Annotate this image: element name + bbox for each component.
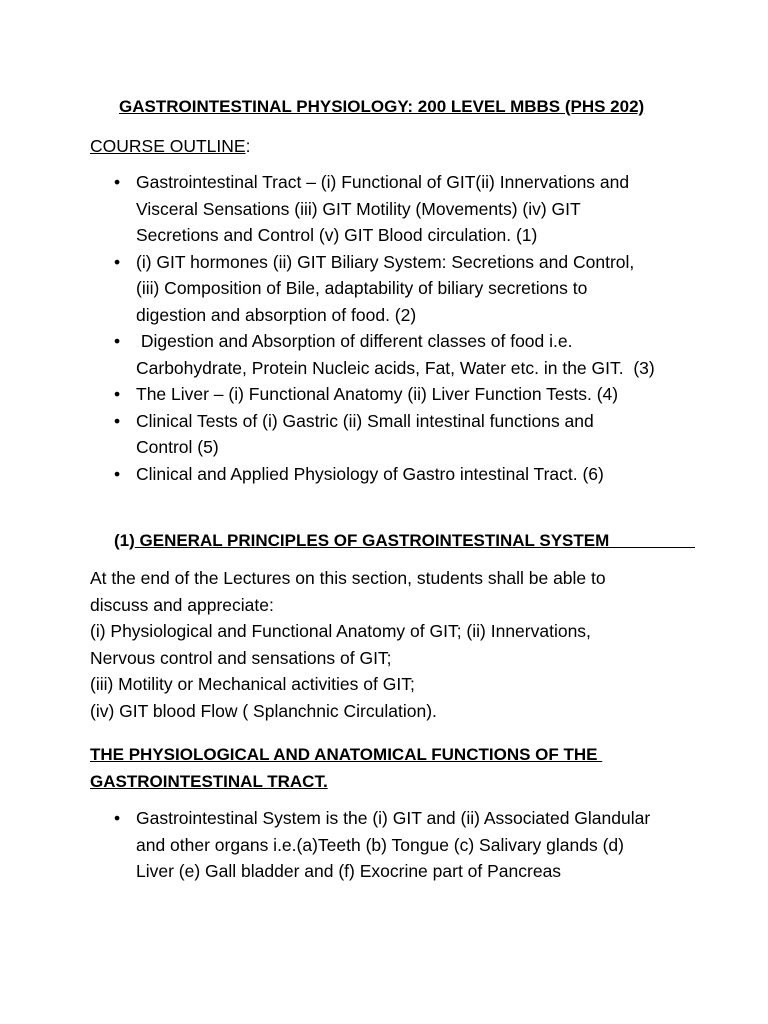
document-title: GASTROINTESTINAL PHYSIOLOGY: 200 LEVEL MBBS (PHS 202) <box>119 97 645 116</box>
list-item-line: Clinical Tests of (i) Gastric (ii) Small intestinal functions and <box>136 410 594 431</box>
list-item <box>90 805 690 885</box>
list-item-line: Carbohydrate, Protein Nucleic acids, Fat, Water etc. in the GIT. (3) <box>136 357 655 378</box>
list-item-line: Control (5) <box>136 437 219 457</box>
list-item-line: (iii) Composition of Bile, adaptability of biliary secretions to <box>136 278 588 298</box>
list-item-line: Digestion and Absorption of different classes of food i.e. <box>136 331 573 351</box>
bullet-icon: • <box>114 384 121 404</box>
list-item <box>90 381 690 408</box>
sub-heading-line: THE PHYSIOLOGICAL AND ANATOMICAL FUNCTIONS OF THE <box>90 745 603 764</box>
list-item-line: The Liver – (i) Functional Anatomy (ii) Liver Function Tests. (4) <box>136 384 619 404</box>
bullet-icon: • <box>114 410 121 431</box>
bullet-icon: • <box>114 172 121 192</box>
list-item-line: and other organs i.e.(a)Teeth (b) Tongue (c) Salivary glands (d) <box>136 834 624 855</box>
list-item <box>90 328 690 381</box>
section-1-number: (1) <box>114 531 135 550</box>
intro-line: (iv) GIT blood Flow ( Splanchnic Circulation). <box>90 700 437 721</box>
section-1-heading <box>114 528 695 555</box>
list-item-line: Gastrointestinal Tract – (i) Functional of GIT(ii) Innervations and <box>136 172 630 192</box>
physiological-functions-heading <box>90 741 710 795</box>
list-item <box>90 169 690 249</box>
list-item-line: Gastrointestinal System is the (i) GIT and (ii) Associated Glandular <box>136 808 651 828</box>
intro-line: (iii) Motility or Mechanical activities of GIT; <box>90 674 415 694</box>
bullet-icon: • <box>114 463 121 484</box>
intro-line: discuss and appreciate: <box>90 594 274 615</box>
intro-line: Nervous control and sensations of GIT; <box>90 647 392 668</box>
list-item-line: Secretions and Control (v) GIT Blood circulation. (1) <box>136 225 538 245</box>
list-item-line: digestion and absorption of food. (2) <box>136 304 417 325</box>
intro-line: (i) Physiological and Functional Anatomy of GIT; (ii) Innervations, <box>90 621 591 641</box>
list-item-line: Visceral Sensations (iii) GIT Motility (Movements) (iv) GIT <box>136 198 581 219</box>
section-1-title: GENERAL PRINCIPLES OF GASTROINTESTINAL SYSTEM <box>134 531 610 550</box>
bullet-icon: • <box>114 808 121 828</box>
bullet-icon: • <box>114 331 121 351</box>
bullet-icon: • <box>114 251 121 272</box>
course-outline-label <box>90 133 250 160</box>
list-item-line: Liver (e) Gall bladder and (f) Exocrine part of Pancreas <box>136 861 562 881</box>
intro-line: At the end of the Lectures on this section, students shall be able to <box>90 568 606 588</box>
course-outline-list <box>90 169 690 487</box>
list-item-line: (i) GIT hormones (ii) GIT Biliary System: Secretions and Control, <box>136 251 635 272</box>
section-1-intro <box>90 565 710 724</box>
sub-heading-line: GASTROINTESTINAL TRACT. <box>90 772 328 791</box>
course-outline-text: COURSE OUTLINE <box>90 136 246 156</box>
course-outline-colon: : <box>245 136 251 156</box>
heading-underline-rule <box>609 528 695 548</box>
list-item <box>90 408 690 461</box>
list-item <box>90 249 690 329</box>
list-item-line: Clinical and Applied Physiology of Gastro intestinal Tract. (6) <box>136 463 604 484</box>
list-item <box>90 461 690 488</box>
git-system-list <box>90 805 690 885</box>
